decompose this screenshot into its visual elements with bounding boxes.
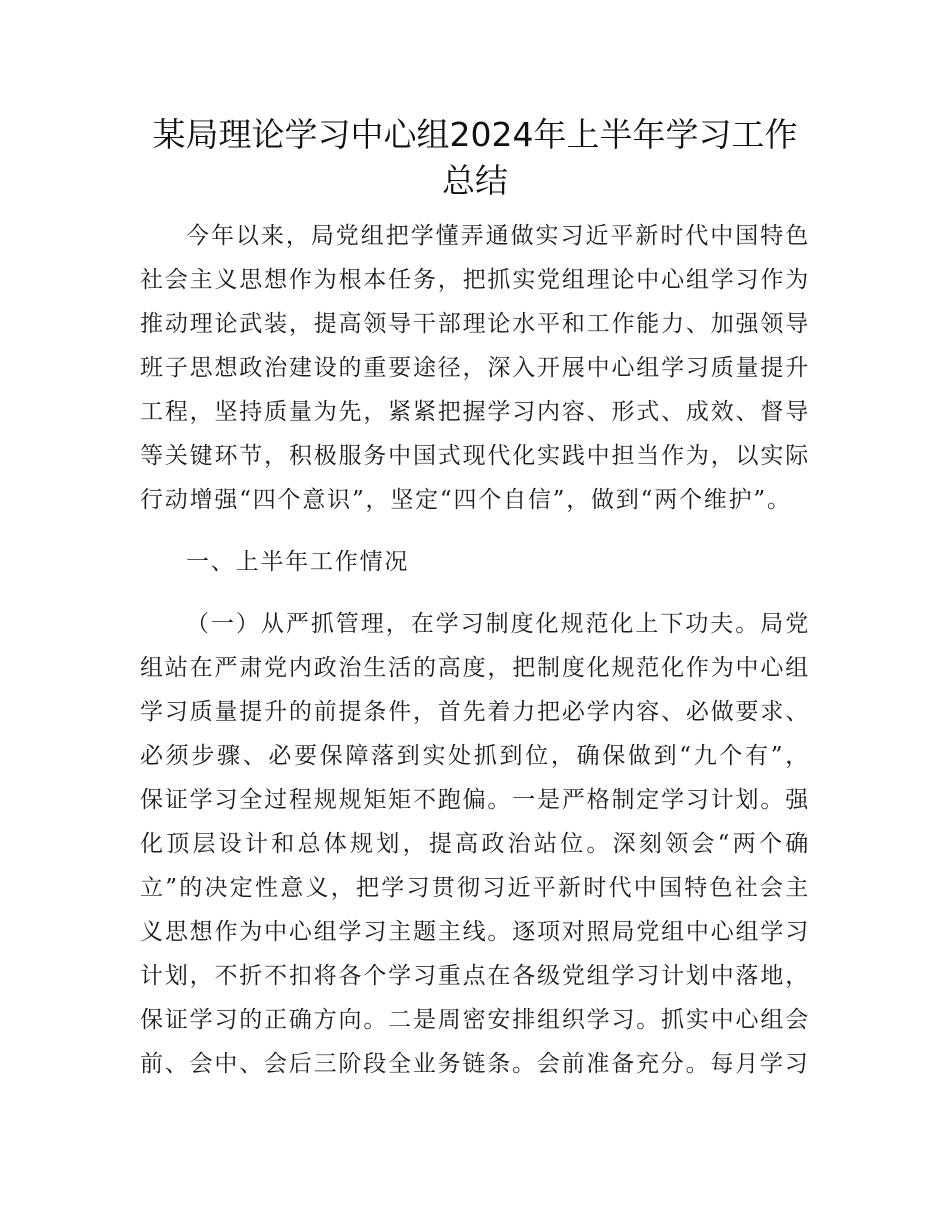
- document-body: [140, 214, 810, 1086]
- paragraph-gap: [140, 522, 810, 540]
- document-title: 某局理论学习中心组2024年上半年学习工作总结: [152, 115, 798, 200]
- paragraph-gap: [140, 584, 810, 602]
- section-paragraph: （一）从严抓管理，在学习制度化规范化上下功夫。局党组站在严肃党内政治生活的高度，把制度化规范化作为中心组学习质量提升的前提条件，首先着力把必学内容、必做要求、必须步骤、必要保障落到实处抓到位，确保做到“九个有”，保证学习全过程规规矩矩不跑偏。一是严格制定学习计划。强化顶层设计和总体规划，提高政治站位。深刻领会“两个确立”的决定性意义，把学习贯彻习近平新时代中国特色社会主义思想作为中心组学习主题主线。逐项对照局党组中心组学习计划，不折不扣将各个学习重点在各级党组学习计划中落地，保证学习的正确方向。二是周密安排组织学习。抓实中心组会前、会中、会后三阶段全业务链条。会前准备充分。每月学习: [140, 611, 810, 1077]
- section-heading: 一、上半年工作情况: [186, 549, 410, 575]
- intro-paragraph: 今年以来，局党组把学懂弄通做实习近平新时代中国特色社会主义思想作为根本任务，把抓实党组理论中心组学习作为推动理论武装，提高领导干部理论水平和工作能力、加强领导班子思想政治建设的重要途径，深入开展中心组学习质量提升工程，坚持质量为先，紧紧把握学习内容、形式、成效、督导等关键环节，积极服务中国式现代化实践中担当作为，以实际行动增强“四个意识”，坚定“四个自信”，做到“两个维护”。: [140, 223, 810, 513]
